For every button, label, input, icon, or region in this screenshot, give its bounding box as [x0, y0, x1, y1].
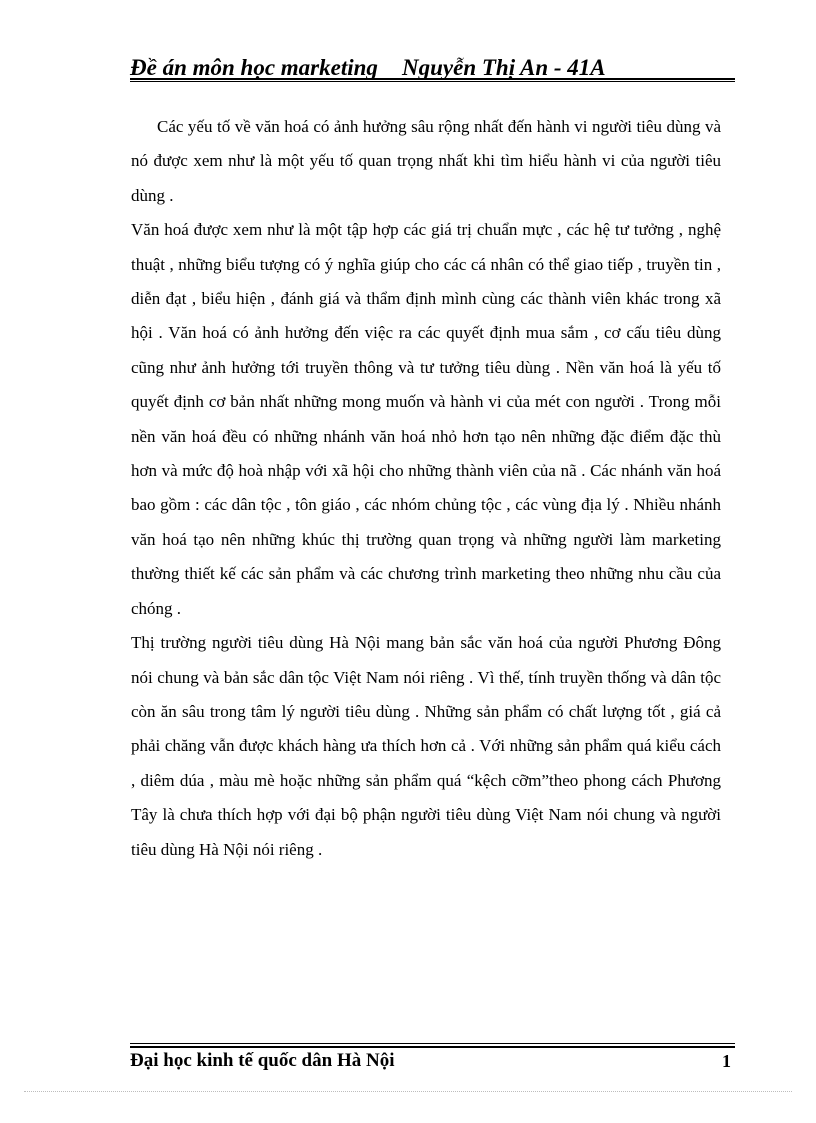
page-number: 1: [722, 1051, 731, 1071]
page-boundary-dotted-line: [24, 1091, 792, 1092]
header-course-title: Đề án môn học marketing: [130, 55, 378, 80]
page-header: [130, 52, 735, 112]
body-text: [131, 110, 721, 867]
footer-rule-thin: [130, 1043, 735, 1044]
header-rule-thin: [130, 81, 735, 82]
header-author: Nguyễn Thị An - 41A: [402, 55, 606, 80]
paragraph-2: Văn hoá được xem như là một tập hợp các giá trị chuẩn mực , các hệ tư tưởng , nghệ thuật , những biểu tượng có ý nghĩa giúp cho các cá nhân có thể giao tiếp , truyền tin , diễn đạt , biểu hiện , đánh giá và thẩm định mình cùng các thành viên khác trong xã hội . Văn hoá có ảnh hưởng đến việc ra các quyết định mua sắm , cơ cấu tiêu dùng cũng như ảnh hưởng tới truyền thông và tư tưởng tiêu dùng . Nền văn hoá là yếu tố quyết định cơ bản nhất những mong muốn và hành vi của mét con người . Trong mỗi nền văn hoá đều có những nhánh văn hoá nhỏ hơn tạo nên những đặc điểm đặc thù hơn và mức độ hoà nhập với xã hội cho những thành viên của nã . Các nhánh văn hoá bao gồm : các dân tộc , tôn giáo , các nhóm chủng tộc , các vùng địa lý . Nhiều nhánh văn hoá tạo nên những khúc thị trường quan trọng và những người làm marketing thường thiết kế các sản phẩm và các chương trình marketing theo những nhu cầu của chóng .: [131, 220, 721, 618]
paragraph-1: Các yếu tố về văn hoá có ảnh hưởng sâu rộng nhất đến hành vi người tiêu dùng và nó được xem như là một yếu tố quan trọng nhất khi tìm hiểu hành vi của người tiêu dùng .: [131, 117, 721, 205]
header-rule: [130, 78, 735, 80]
paragraph-3: Thị trường người tiêu dùng Hà Nội mang bản sắc văn hoá của người Phương Đông nói chung và bản sắc dân tộc Việt Nam nói riêng . Vì thế, tính truyền thống và dân tộc còn ăn sâu trong tâm lý người tiêu dùng . Những sản phẩm có chất lượng tốt , giá cả phải chăng vẫn được khách hàng ưa thích hơn cả . Với những sản phẩm quá kiểu cách , diêm dúa , màu mè hoặc những sản phẩm quá “kệch cỡm”theo phong cách Phương Tây là chưa thích hợp với đại bộ phận người tiêu dùng Việt Nam nói chung và người tiêu dùng Hà Nội nói riêng .: [131, 633, 721, 859]
footer-institution: Đại học kinh tế quốc dân Hà Nội: [130, 1050, 395, 1071]
